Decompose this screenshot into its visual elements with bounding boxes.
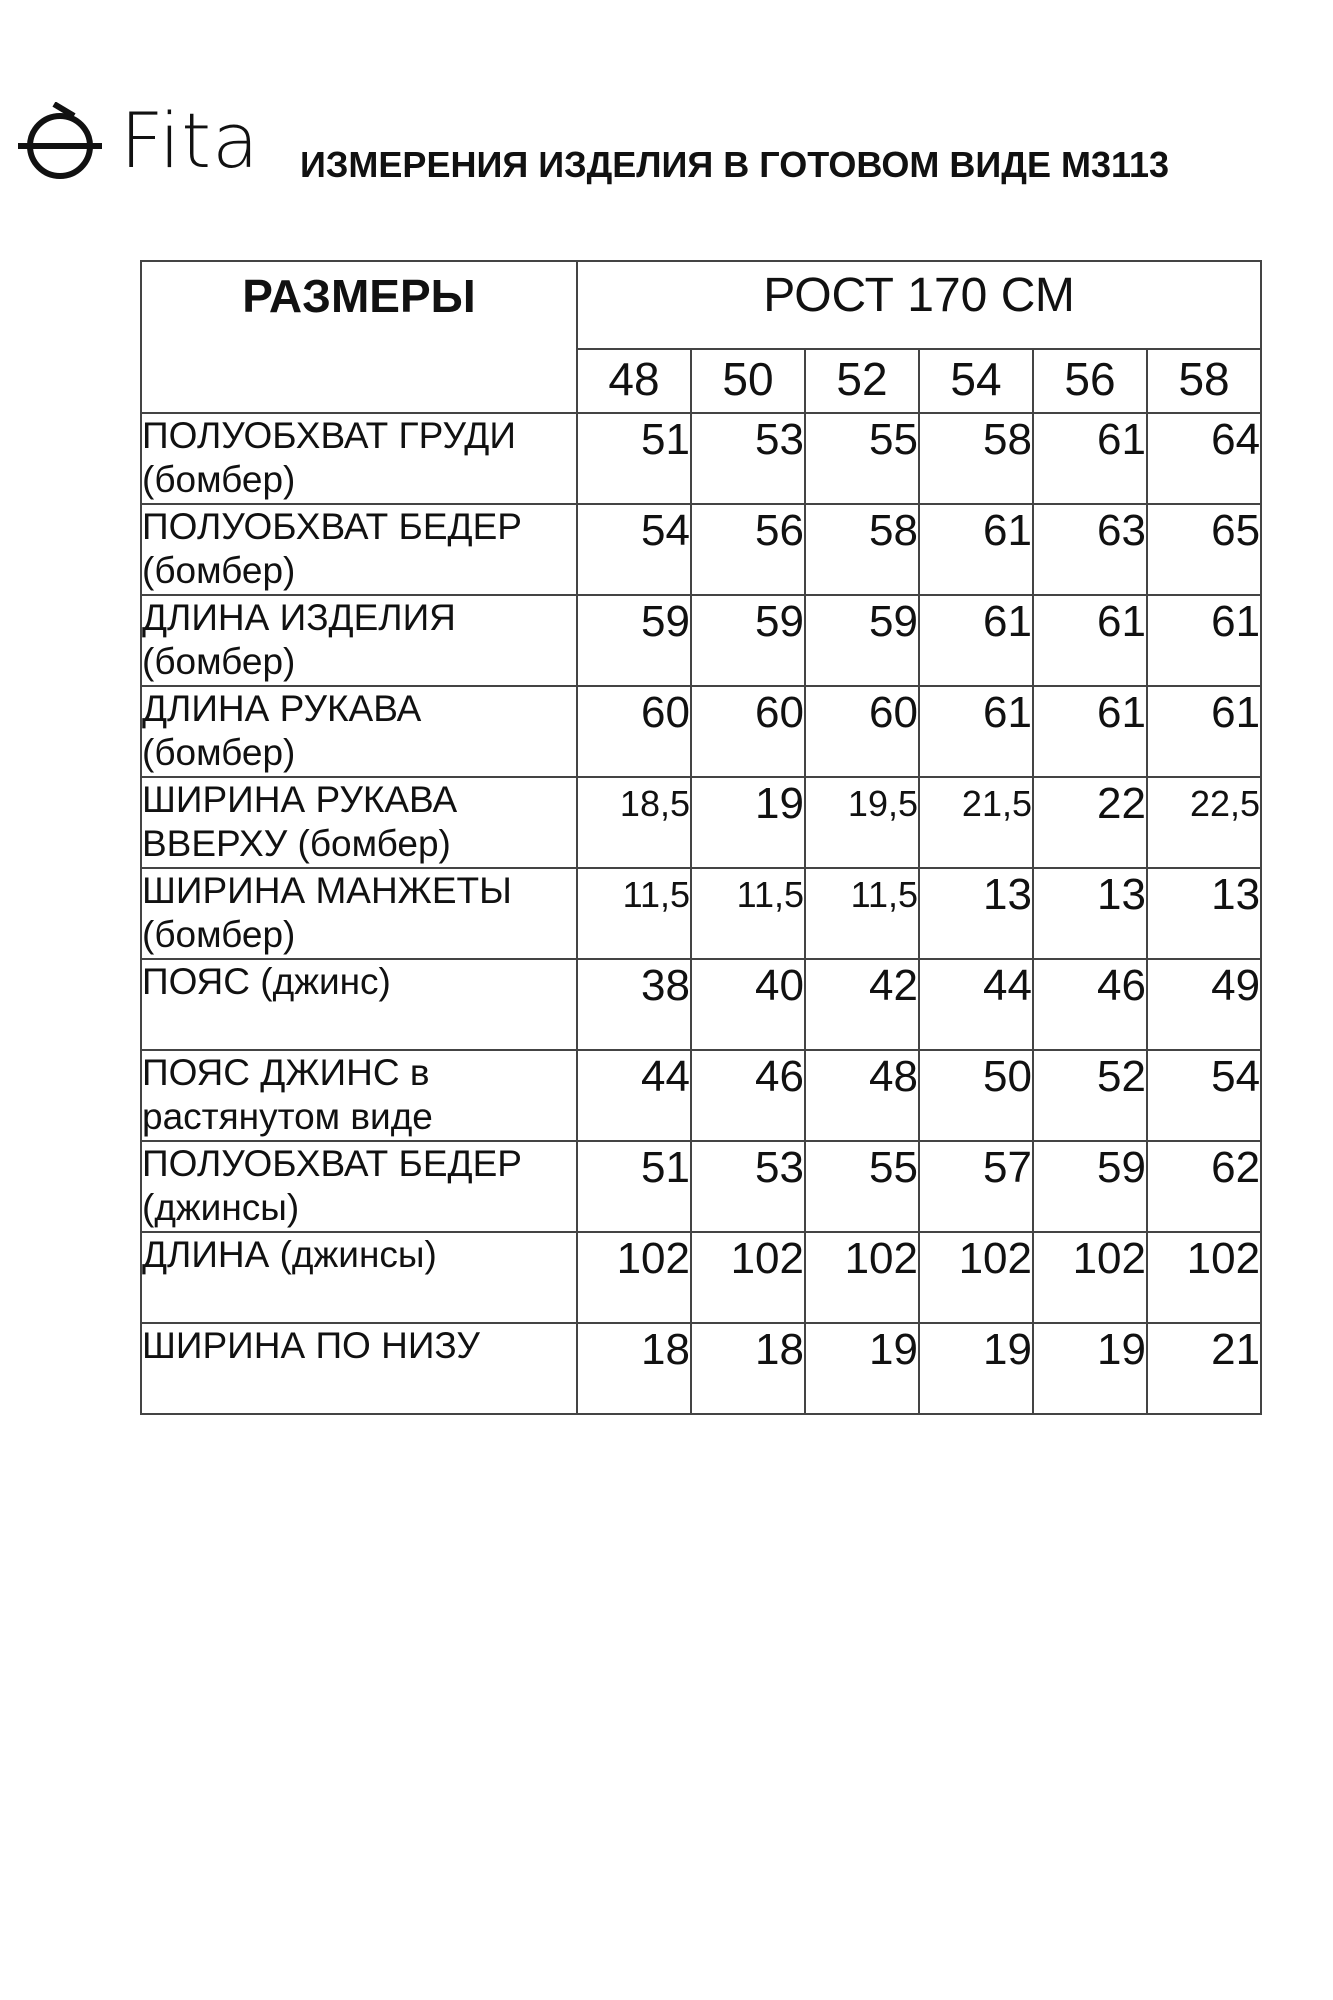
value-cell: 63	[1033, 504, 1147, 595]
row-label	[141, 1232, 577, 1323]
value-cell: 19	[805, 1323, 919, 1414]
value-cell: 22,5	[1147, 777, 1261, 868]
value-cell: 46	[691, 1050, 805, 1141]
value-cell: 13	[919, 868, 1033, 959]
value-cell: 55	[805, 1141, 919, 1232]
row-label-line: ШИРИНА РУКАВА	[142, 779, 458, 820]
value-cell: 56	[691, 504, 805, 595]
value-cell: 61	[1033, 686, 1147, 777]
value-cell: 38	[577, 959, 691, 1050]
value-cell: 51	[577, 413, 691, 504]
row-label	[141, 1323, 577, 1414]
table-row	[141, 1323, 1261, 1414]
value-cell: 102	[1033, 1232, 1147, 1323]
value-cell: 50	[919, 1050, 1033, 1141]
value-cell: 61	[1033, 595, 1147, 686]
value-cell: 19,5	[805, 777, 919, 868]
table-row	[141, 595, 1261, 686]
row-label-line: (бомбер)	[142, 550, 296, 591]
value-cell: 11,5	[691, 868, 805, 959]
value-cell: 58	[919, 413, 1033, 504]
row-label	[141, 959, 577, 1050]
value-cell: 102	[805, 1232, 919, 1323]
row-label-line: ПОЯС (джинс)	[142, 961, 391, 1002]
value-cell: 102	[1147, 1232, 1261, 1323]
value-cell: 52	[1033, 1050, 1147, 1141]
row-label	[141, 504, 577, 595]
row-label-line: растянутом виде	[142, 1096, 433, 1137]
value-cell: 11,5	[577, 868, 691, 959]
value-cell: 42	[805, 959, 919, 1050]
value-cell: 55	[805, 413, 919, 504]
row-label-line: ДЛИНА (джинсы)	[142, 1234, 437, 1275]
row-label-line: ПОЯС ДЖИНС в	[142, 1052, 430, 1093]
table-row	[141, 1050, 1261, 1141]
value-cell: 59	[691, 595, 805, 686]
row-label-line: (бомбер)	[142, 459, 296, 500]
brand-name: Fita	[120, 96, 260, 185]
value-cell: 19	[1033, 1323, 1147, 1414]
value-cell: 22	[1033, 777, 1147, 868]
value-cell: 102	[577, 1232, 691, 1323]
brand-logo	[10, 96, 260, 186]
row-label	[141, 1050, 577, 1141]
table-row	[141, 413, 1261, 504]
value-cell: 64	[1147, 413, 1261, 504]
value-cell: 19	[919, 1323, 1033, 1414]
row-label-line: ВВЕРХУ (бомбер)	[142, 823, 451, 864]
table-row	[141, 1141, 1261, 1232]
fita-logo-icon	[10, 102, 110, 182]
table-row	[141, 504, 1261, 595]
value-cell: 46	[1033, 959, 1147, 1050]
value-cell: 61	[919, 686, 1033, 777]
row-label	[141, 777, 577, 868]
size-header-cell: 48	[577, 349, 691, 413]
value-cell: 59	[805, 595, 919, 686]
row-label	[141, 686, 577, 777]
size-header-cell: 56	[1033, 349, 1147, 413]
value-cell: 49	[1147, 959, 1261, 1050]
size-header-cell: 54	[919, 349, 1033, 413]
row-label-line: ДЛИНА РУКАВА	[142, 688, 422, 729]
row-label-line: ДЛИНА ИЗДЕЛИЯ	[142, 597, 456, 638]
row-label	[141, 413, 577, 504]
size-header-cell: 50	[691, 349, 805, 413]
value-cell: 11,5	[805, 868, 919, 959]
size-header-cell: 58	[1147, 349, 1261, 413]
value-cell: 57	[919, 1141, 1033, 1232]
value-cell: 13	[1033, 868, 1147, 959]
value-cell: 61	[1147, 686, 1261, 777]
row-label-line: ПОЛУОБХВАТ БЕДЕР	[142, 1143, 522, 1184]
table-row	[141, 686, 1261, 777]
value-cell: 53	[691, 413, 805, 504]
table-row	[141, 777, 1261, 868]
value-cell: 61	[1147, 595, 1261, 686]
value-cell: 44	[919, 959, 1033, 1050]
row-label-line: ШИРИНА МАНЖЕТЫ	[142, 870, 512, 911]
row-label-line: ПОЛУОБХВАТ ГРУДИ	[142, 415, 516, 456]
value-cell: 58	[805, 504, 919, 595]
table-row	[141, 959, 1261, 1050]
row-label-line: (бомбер)	[142, 732, 296, 773]
value-cell: 54	[1147, 1050, 1261, 1141]
row-label-line: ПОЛУОБХВАТ БЕДЕР	[142, 506, 522, 547]
size-header-cell: 52	[805, 349, 919, 413]
row-label-line: (бомбер)	[142, 641, 296, 682]
value-cell: 65	[1147, 504, 1261, 595]
value-cell: 59	[577, 595, 691, 686]
table-row	[141, 868, 1261, 959]
row-label	[141, 868, 577, 959]
value-cell: 61	[919, 595, 1033, 686]
value-cell: 59	[1033, 1141, 1147, 1232]
value-cell: 44	[577, 1050, 691, 1141]
value-cell: 53	[691, 1141, 805, 1232]
sizes-header: РАЗМЕРЫ	[141, 261, 577, 413]
measurements-table	[140, 260, 1262, 1415]
value-cell: 18,5	[577, 777, 691, 868]
value-cell: 51	[577, 1141, 691, 1232]
row-label	[141, 595, 577, 686]
page-title: ИЗМЕРЕНИЯ ИЗДЕЛИЯ В ГОТОВОМ ВИДЕ М3113	[300, 144, 1170, 185]
row-label	[141, 1141, 577, 1232]
value-cell: 60	[805, 686, 919, 777]
row-label-line: ШИРИНА ПО НИЗУ	[142, 1325, 480, 1366]
row-label-line: (джинсы)	[142, 1187, 300, 1228]
value-cell: 19	[691, 777, 805, 868]
value-cell: 18	[577, 1323, 691, 1414]
value-cell: 62	[1147, 1141, 1261, 1232]
value-cell: 61	[1033, 413, 1147, 504]
value-cell: 60	[577, 686, 691, 777]
value-cell: 102	[691, 1232, 805, 1323]
value-cell: 60	[691, 686, 805, 777]
value-cell: 54	[577, 504, 691, 595]
value-cell: 61	[919, 504, 1033, 595]
row-label-line: (бомбер)	[142, 914, 296, 955]
measurements-body	[141, 413, 1261, 1414]
value-cell: 48	[805, 1050, 919, 1141]
table-row	[141, 1232, 1261, 1323]
value-cell: 40	[691, 959, 805, 1050]
value-cell: 21	[1147, 1323, 1261, 1414]
value-cell: 13	[1147, 868, 1261, 959]
value-cell: 102	[919, 1232, 1033, 1323]
height-header: РОСТ 170 СМ	[577, 261, 1261, 349]
value-cell: 21,5	[919, 777, 1033, 868]
value-cell: 18	[691, 1323, 805, 1414]
